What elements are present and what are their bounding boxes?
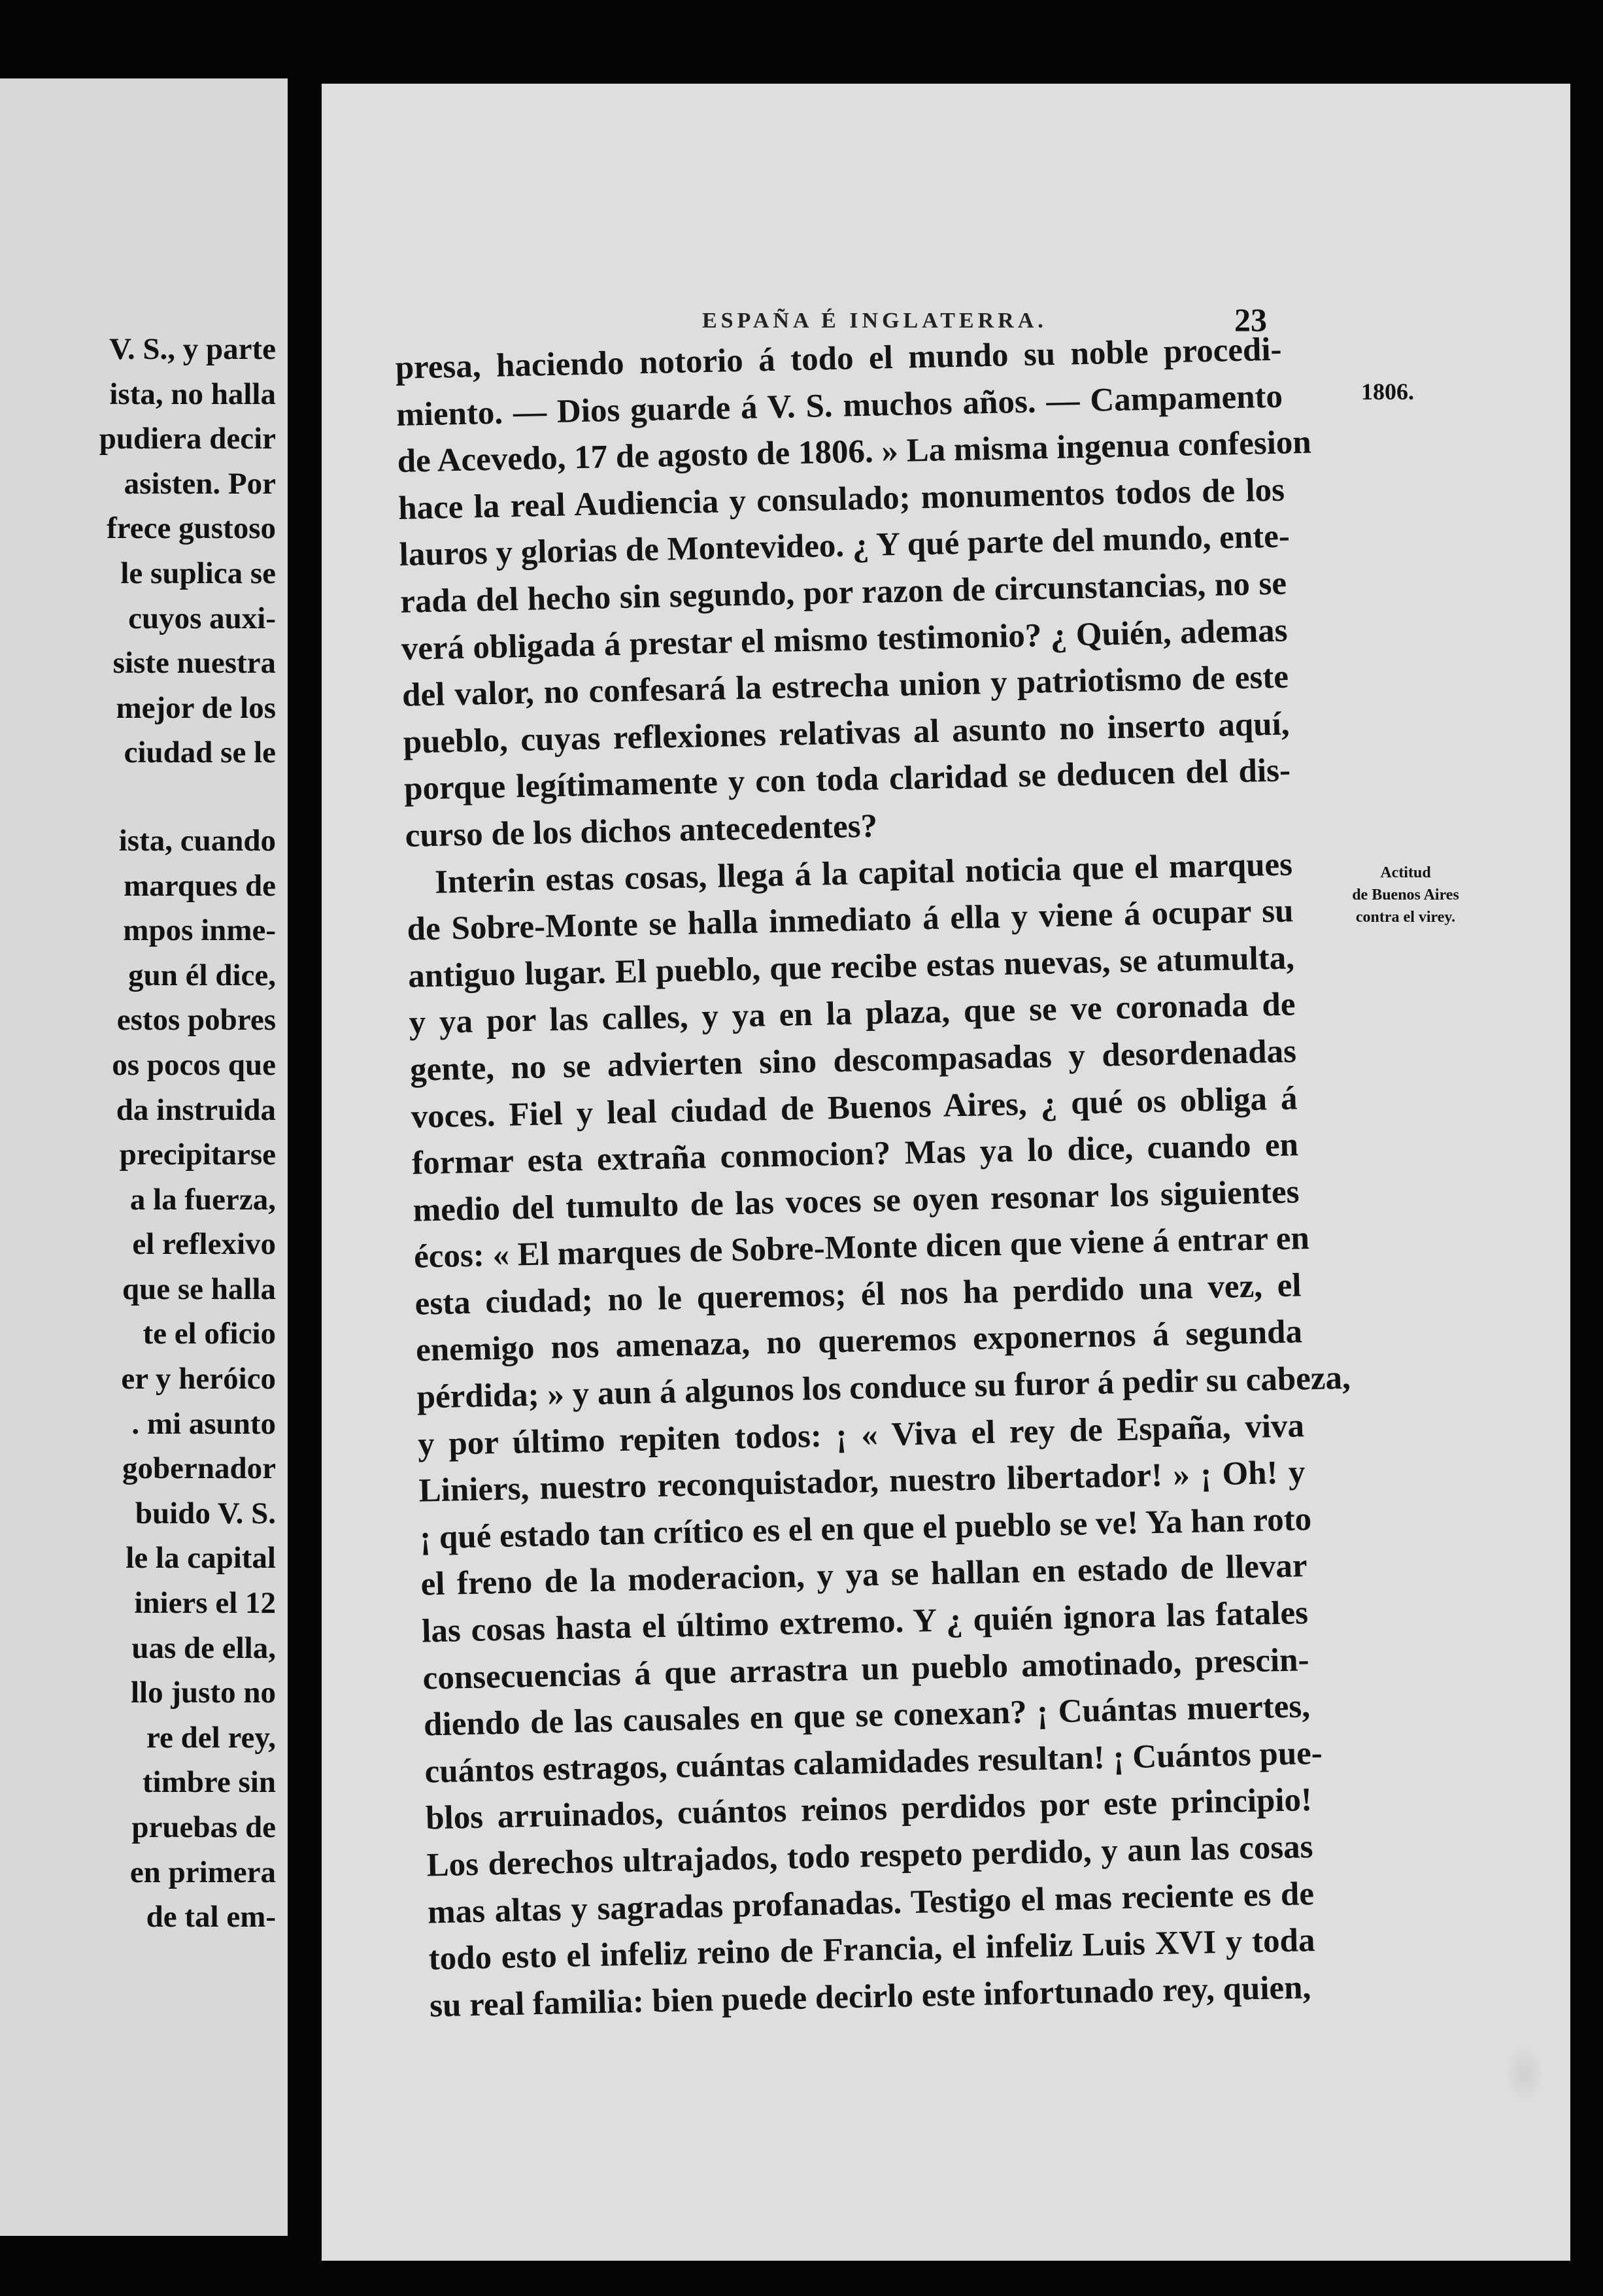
text-line: blos arruinados, cuántos reinos perdidos por este principio!	[425, 1781, 1313, 1837]
left-text-line: pruebas de	[131, 1810, 276, 1844]
left-page-text	[99, 327, 276, 1940]
page-smudge	[1505, 2045, 1544, 2104]
left-text-line: timbre sin	[142, 1765, 276, 1800]
margin-note-line: contra el virey.	[1355, 909, 1456, 926]
page-number: 23	[1234, 301, 1267, 338]
text-line: porque legítimamente y con toda claridad se deducen del dis-	[403, 752, 1291, 808]
text-line: miento. — Dios guarde á V. S. muchos años. — Campamento	[396, 378, 1283, 433]
text-line: diendo de las causales en que se conexan? ¡ Cuántas muertes,	[423, 1688, 1311, 1744]
text-line: presa, haciendo notorio á todo el mundo su noble procedi-	[395, 331, 1283, 386]
text-line: antiguo lugar. El pueblo, que recibe estas nuevas, se atumulta,	[407, 939, 1295, 995]
left-text-line: frece gustoso	[107, 511, 276, 546]
margin-note-line: Actitud	[1380, 864, 1431, 881]
left-text-line: re del rey,	[146, 1720, 276, 1755]
text-line: voces. Fiel y leal ciudad de Buenos Aires, ¿ qué os obliga á	[411, 1079, 1298, 1136]
text-line: lauros y glorias de Montevideo. ¿ Y qué parte del mundo, ente-	[399, 518, 1291, 574]
text-line: del valor, no confesará la estrecha union y patriotismo de este	[401, 658, 1289, 715]
text-line: hace la real Audiencia y consulado; monumentos todos de los	[397, 471, 1285, 527]
text-line: cuántos estragos, cuántas calamidades resultan! ¡ Cuántos pue-	[424, 1734, 1323, 1791]
text-line: gente, no se advierten sino descompasadas y desordenadas	[409, 1033, 1297, 1089]
text-line: su real familia: bien puede decirlo este infortunado rey, quien,	[429, 1968, 1311, 2025]
left-text-line: gun él dice,	[128, 958, 276, 992]
left-text-line: ista, no halla	[109, 377, 276, 411]
margin-note	[1294, 862, 1517, 928]
left-text-line: . mi asunto	[131, 1406, 276, 1441]
text-line: Los derechos ultrajados, todo respeto perdido, y aun las cosas	[426, 1829, 1314, 1884]
left-text-line: da instruida	[116, 1092, 276, 1127]
left-text-line: le suplica se	[120, 556, 276, 590]
left-text-line: asisten. Por	[124, 466, 276, 501]
text-line: medio del tumulto de las voces se oyen resonar los siguientes	[413, 1173, 1300, 1229]
running-title: ESPAÑA É INGLATERRA.	[702, 309, 1047, 333]
text-line: pérdida; » y aun á algunos los conduce su furor á pedir su cabeza,	[416, 1359, 1351, 1416]
left-text-line: gobernador	[122, 1451, 276, 1486]
text-line: el freno de la moderacion, y ya se hallan en estado de llevar	[420, 1547, 1308, 1604]
text-line: enemigo nos amenaza, no queremos exponernos á segunda	[415, 1313, 1303, 1370]
left-text-line: pudiera decir	[99, 422, 276, 456]
text-line: y ya por las calles, y ya en la plaza, que se ve coronada de	[409, 986, 1296, 1042]
left-text-line: a la fuerza,	[129, 1182, 276, 1217]
left-text-line: ciudad se le	[124, 735, 276, 770]
left-text-line: mpos inme-	[123, 913, 276, 948]
text-line: consecuencias á que arrastra un pueblo amotinado, prescin-	[422, 1641, 1310, 1697]
text-line: ¡ qué estado tan crítico es el en que el pueblo se ve! Ya han roto	[419, 1500, 1312, 1557]
left-text-line: precipitarse	[119, 1138, 276, 1172]
text-line: mas altas y sagradas profanadas. Testigo el mas reciente es de	[427, 1875, 1315, 1931]
text-line: y por último repiten todos: ¡ « Viva el rey de España, viva	[417, 1407, 1305, 1463]
left-text-line: siste nuestra	[112, 646, 276, 681]
margin-note-line: de Buenos Aires	[1352, 886, 1459, 903]
text-line: formar esta extraña conmocion? Mas ya lo dice, cuando en	[411, 1126, 1299, 1182]
left-text-line: llo justo no	[131, 1676, 276, 1710]
left-text-line: ista, cuando	[118, 823, 276, 858]
margin-year: 1806.	[1361, 379, 1414, 405]
left-text-line: cuyos auxi-	[128, 601, 276, 635]
left-text-line: estos pobres	[116, 1003, 276, 1038]
left-text-line: mejor de los	[116, 690, 276, 725]
text-line: curso de los dichos antecedentes?	[405, 807, 878, 854]
text-line: esta ciudad; no le queremos; él nos ha perdido una vez, el	[414, 1267, 1302, 1323]
right-page	[322, 84, 1570, 2261]
text-line: verá obligada á prestar el mismo testimonio? ¿ Quién, ademas	[401, 612, 1289, 667]
text-line: todo esto el infeliz reino de Francia, el infeliz Luis XVI y toda	[428, 1922, 1315, 1978]
text-line: écos: « El marques de Sobre-Monte dicen que viene á entrar en	[413, 1220, 1310, 1275]
text-line: de Acevedo, 17 de agosto de 1806. » La misma ingenua confesion	[397, 424, 1312, 481]
paragraph-gap	[99, 775, 276, 819]
left-text-line: que se halla	[122, 1272, 276, 1306]
left-text-line: V. S., y parte	[109, 332, 276, 366]
text-line: Liniers, nuestro reconquistador, nuestro libertador! » ¡ Oh! y	[418, 1454, 1306, 1510]
left-page	[0, 78, 288, 2236]
left-text-line: marques de	[124, 868, 276, 903]
left-text-line: os pocos que	[112, 1047, 276, 1082]
text-line: rada del hecho sin segundo, por razon de circunstancias, no se	[399, 565, 1287, 620]
left-text-line: de tal em-	[146, 1900, 276, 1934]
text-line: Interin estas cosas, llega á la capital noticia que el marques	[434, 845, 1293, 901]
body-text	[395, 327, 1351, 2030]
text-line: de Sobre-Monte se halla inmediato á ella y viene á ocupar su	[407, 892, 1294, 948]
left-text-line: iniers el 12	[134, 1586, 276, 1621]
text-line: las cosas hasta el último extremo. Y ¿ quién ignora las fatales	[421, 1595, 1309, 1650]
left-text-line: uas de ella,	[131, 1630, 276, 1665]
left-text-line: er y heróico	[121, 1362, 276, 1396]
left-text-line: buido V. S.	[135, 1496, 276, 1530]
left-text-line: en primera	[129, 1855, 276, 1889]
text-line: pueblo, cuyas reflexiones relativas al asunto no inserto aquí,	[403, 705, 1291, 761]
left-text-line: te el oficio	[143, 1317, 276, 1351]
left-text-line: le la capital	[126, 1541, 276, 1576]
left-text-line: el reflexivo	[132, 1227, 276, 1262]
